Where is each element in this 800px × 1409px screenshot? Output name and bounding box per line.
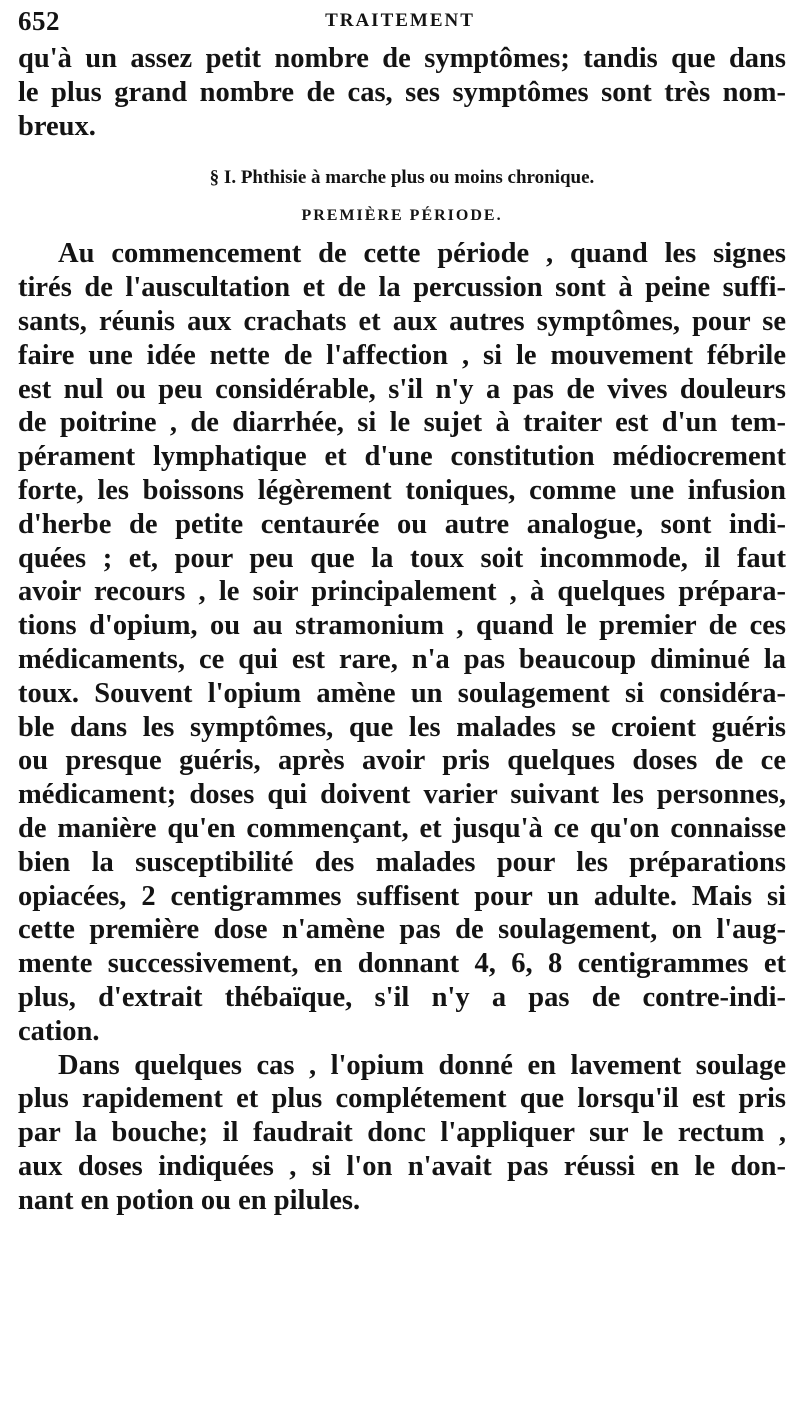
text-line: cette première dose n'amène pas de soulagement, on l'aug- [18, 914, 786, 946]
text-line: médicaments, ce qui est rare, n'a pas beaucoup diminué la [18, 643, 786, 675]
text-line: Au commencement de cette période , quand les signes [58, 238, 786, 270]
text-line: de manière qu'en commençant, et jusqu'à ce qu'on connaisse [18, 812, 786, 844]
text-line: faire une idée nette de l'affection , si le mouvement fébrile [18, 339, 786, 371]
text-line: ou presque guéris, après avoir pris quelques doses de ce [18, 745, 786, 777]
text-line: quées ; et, pour peu que la toux soit incommode, il faut [18, 542, 786, 574]
body-text [18, 42, 786, 1218]
text-line: tions d'opium, ou au stramonium , quand le premier de ces [18, 610, 786, 642]
paragraph-1 [18, 237, 786, 1048]
text-line: avoir recours , le soir principalement , à quelques prépara- [18, 576, 786, 608]
text-line: forte, les boissons légèrement toniques, comme une infusion [18, 474, 786, 506]
text-line: plus, d'extrait thébaïque, s'il n'y a pas de contre-indi- [18, 981, 786, 1013]
section-title: § I. Phthisie à marche plus ou moins chronique. [209, 167, 595, 189]
text-line: Dans quelques cas , l'opium donné en lavement soulage [58, 1049, 786, 1081]
text-line: qu'à un assez petit nombre de symptômes; tandis que dans [18, 43, 786, 74]
text-line: médicament; doses qui doivent varier suivant les personnes, [18, 779, 786, 811]
text-line: opiacées, 2 centigrammes suffisent pour un adulte. Mais si [18, 880, 786, 912]
text-line: sants, réunis aux crachats et aux autres symptômes, pour se [18, 305, 786, 337]
text-line: d'herbe de petite centaurée ou autre analogue, sont indi- [18, 508, 786, 540]
text-line: par la bouche; il faudrait donc l'appliquer sur le rectum , [18, 1117, 786, 1149]
text-line: ble dans les symptômes, que les malades se croient guéris [18, 711, 786, 743]
text-line: de poitrine , de diarrhée, si le sujet à traiter est d'un tem- [18, 407, 786, 439]
text-line: toux. Souvent l'opium amène un soulagement si considéra- [18, 677, 786, 709]
intro-paragraph [18, 42, 786, 143]
text-line: plus rapidement et plus complétement que lorsqu'il est pris [18, 1083, 786, 1115]
text-line: bien la susceptibilité des malades pour les préparations [18, 846, 786, 878]
text-line: le plus grand nombre de cas, ses symptômes sont très nom- [18, 76, 786, 108]
period-title: PREMIÈRE PÉRIODE. [301, 207, 503, 225]
text-line: cation. [18, 1015, 100, 1047]
text-line: mente successivement, en donnant 4, 6, 8 centigrammes et [18, 948, 786, 980]
running-head: TRAITEMENT [325, 10, 475, 31]
text-line: tirés de l'auscultation et de la percussion sont à peine suffi- [18, 272, 786, 304]
page-header [0, 6, 800, 42]
page-number: 652 [18, 6, 60, 36]
text-line: pérament lymphatique et d'une constitution médiocrement [18, 441, 786, 473]
text-line: breux. [18, 110, 96, 142]
text-line: est nul ou peu considérable, s'il n'y a pas de vives douleurs [18, 373, 786, 405]
text-line: nant en potion ou en pilules. [18, 1184, 361, 1216]
paragraph-2 [18, 1049, 786, 1218]
text-line: aux doses indiquées , si l'on n'avait pas réussi en le don- [18, 1150, 786, 1182]
